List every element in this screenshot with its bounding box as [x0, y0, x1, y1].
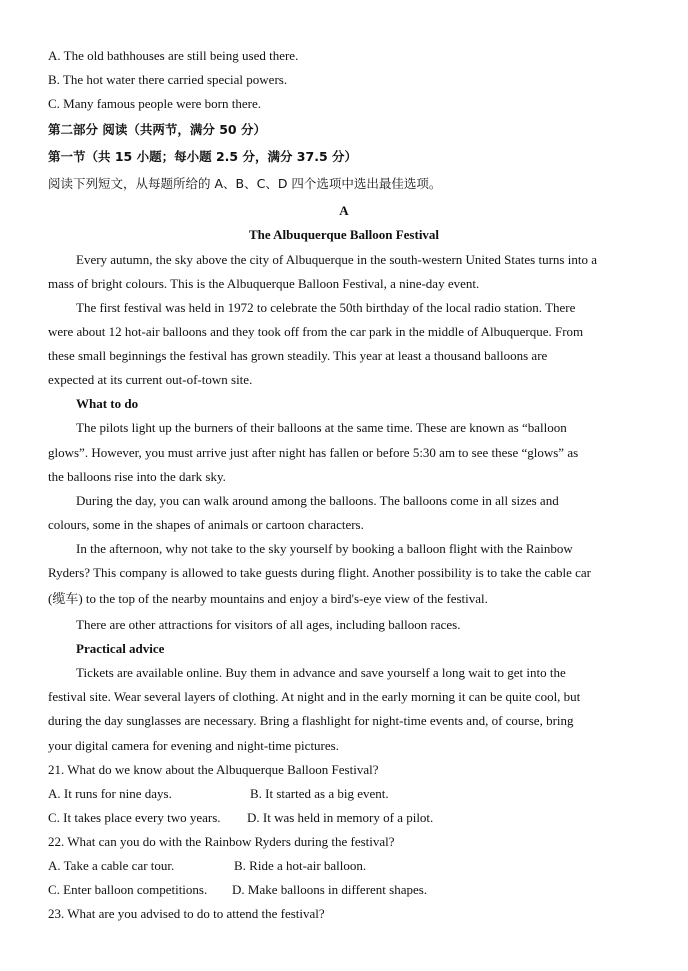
subheading-what-to-do: What to do: [76, 396, 139, 411]
passage-line: mass of bright colours. This is the Albuquerque Balloon Festival, a nine-day event.: [48, 276, 480, 291]
passage-line: your digital camera for evening and night-time pictures.: [48, 738, 339, 753]
question-stem: 22. What can you do with the Rainbow Ryders during the festival?: [48, 834, 395, 849]
passage-line: during the day sunglasses are necessary. Bring a flashlight for night-time events and, of course, bring: [48, 713, 574, 728]
passage-line: During the day, you can walk around among the balloons. The balloons come in all sizes and: [76, 493, 559, 508]
section-heading: 第一节（共 15 小题；每小题 2.5 分，满分 37.5 分）: [48, 149, 357, 164]
passage-letter: A: [339, 203, 349, 218]
passage-line: The pilots light up the burners of their balloons at the same time. These are known as “balloon: [76, 420, 567, 435]
option-line: C. Many famous people were born there.: [48, 96, 261, 111]
passage-line: The first festival was held in 1972 to celebrate the 50th birthday of the local radio station. There: [76, 300, 576, 315]
passage-line: Tickets are available online. Buy them in advance and save yourself a long wait to get into the: [76, 665, 566, 680]
option-line: B. The hot water there carried special powers.: [48, 72, 288, 87]
passage-line: were about 12 hot-air balloons and they took off from the car park in the middle of Albuquerque. From: [48, 324, 584, 339]
part-heading: 第二部分 阅读（共两节，满分 50 分）: [48, 122, 266, 137]
passage-line: (缆车) to the top of the nearby mountains and enjoy a bird's-eye view of the festival.: [48, 591, 488, 606]
passage-line: glows”. However, you must arrive just after night has fallen or before 5:30 am to see these “glows” as: [48, 445, 579, 460]
passage-line: In the afternoon, why not take to the sky yourself by booking a balloon flight with the Rainbow: [76, 541, 573, 556]
question-option: A. It runs for nine days.: [48, 786, 172, 801]
passage-title: The Albuquerque Balloon Festival: [248, 227, 440, 242]
question-option: A. Take a cable car tour.: [48, 858, 175, 873]
question-option: D. Make balloons in different shapes.: [232, 882, 428, 897]
passage-line: expected at its current out-of-town site.: [48, 372, 253, 387]
question-option: B. Ride a hot-air balloon.: [234, 858, 367, 873]
passage-line: Ryders? This company is allowed to take guests during flight. Another possibility is to take the cable car: [48, 565, 591, 580]
instruction-text: 阅读下列短文，从每题所给的 A、B、C、D 四个选项中选出最佳选项。: [48, 176, 442, 191]
question-stem: 21. What do we know about the Albuquerque Balloon Festival?: [48, 762, 379, 777]
passage-line: the balloons rise into the dark sky.: [48, 469, 226, 484]
question-stem: 23. What are you advised to do to attend the festival?: [48, 906, 325, 921]
passage-line: Every autumn, the sky above the city of Albuquerque in the south-western United States turns into a: [76, 252, 597, 267]
passage-line: colours, some in the shapes of animals or cartoon characters.: [48, 517, 364, 532]
option-line: A. The old bathhouses are still being used there.: [48, 48, 299, 63]
question-option: D. It was held in memory of a pilot.: [247, 810, 434, 825]
subheading-practical-advice: Practical advice: [76, 641, 165, 656]
passage-line: festival site. Wear several layers of clothing. At night and in the early morning it can be quite cool, but: [48, 689, 581, 704]
question-option: C. Enter balloon competitions.: [48, 882, 208, 897]
question-option: B. It started as a big event.: [250, 786, 389, 801]
passage-line: these small beginnings the festival has grown steadily. This year at least a thousand balloons are: [48, 348, 548, 363]
passage-line: There are other attractions for visitors of all ages, including balloon races.: [76, 617, 461, 632]
question-option: C. It takes place every two years.: [48, 810, 221, 825]
